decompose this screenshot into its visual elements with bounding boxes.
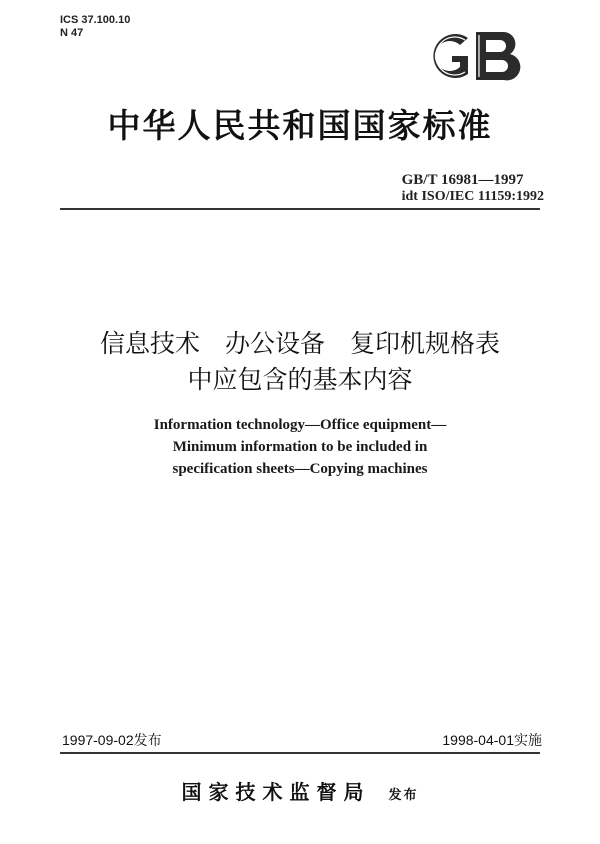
gb-logo <box>418 26 530 86</box>
national-standard-heading: 中华人民共和国国家标准 <box>107 106 493 145</box>
issuer-line <box>0 776 600 805</box>
issue-date: 1997-09-02发布 <box>62 732 162 748</box>
top-divider <box>60 208 540 210</box>
standard-number: GB/T 16981—1997 <box>401 172 524 188</box>
classification-code: N 47 <box>60 27 84 39</box>
issuing-organization: 国家技术监督局 <box>181 780 371 804</box>
dates-row <box>62 730 542 752</box>
title-cn-line-2: 中应包含的基本内容 <box>187 365 413 394</box>
iso-equivalent: idt ISO/IEC 11159:1992 <box>401 189 544 204</box>
document-title-cn <box>0 326 600 398</box>
title-en-line-3: specification sheets—Copying machines <box>172 461 428 477</box>
publish-label: 发布 <box>388 788 419 803</box>
bottom-divider <box>60 752 540 754</box>
ics-code: ICS 37.100.10 <box>60 14 131 26</box>
title-en-line-1: Information technology—Office equipment— <box>153 417 447 433</box>
effective-date: 1998-04-01实施 <box>442 732 542 748</box>
classification-block <box>60 14 130 40</box>
document-title-en <box>0 414 600 480</box>
title-cn-line-1: 信息技术 办公设备 复印机规格表 <box>99 329 500 358</box>
title-en-line-2: Minimum information to be included in <box>172 439 428 455</box>
standard-number-block <box>402 172 544 205</box>
